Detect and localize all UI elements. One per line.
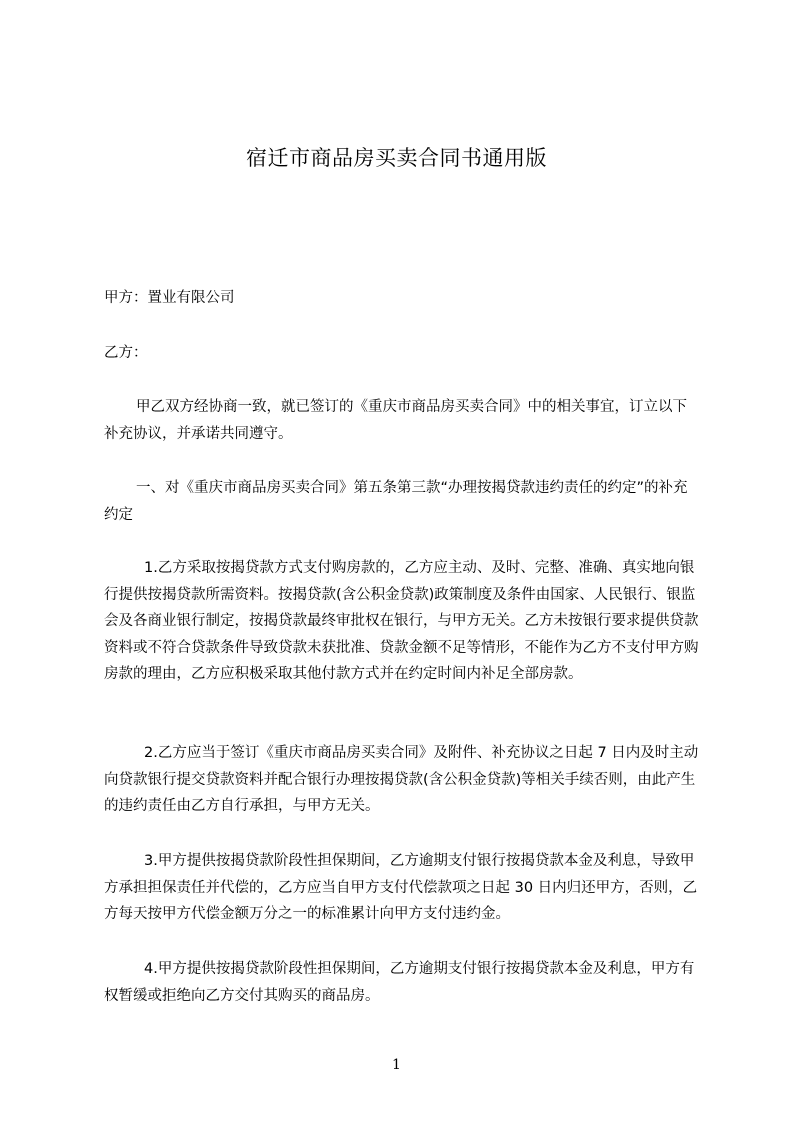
document-title: 宿迁市商品房买卖合同书通用版	[246, 146, 547, 170]
clause-1: 1.乙方采取按揭贷款方式支付购房款的，乙方应主动、及时、完整、准确、真实地向银行提供按揭贷款所需资料。按揭贷款(含公积金贷款)政策制度及条件由国家、人民银行、银监会及各商业银行制定，按揭贷款最终审批权在银行，与甲方无关。乙方未按银行要求提供贷款资料或不符合贷款条件导致贷款未获批准、贷款金额不足等情形，不能作为乙方不支付甲方购房款的理由，乙方应积极采取其他付款方式并在约定时间内补足全部房款。	[104, 560, 699, 682]
page-number: 1	[392, 1057, 401, 1073]
clause-4: 4.甲方提供按揭贷款阶段性担保期间，乙方逾期支付银行按揭贷款本金及利息，甲方有权暂缓或拒绝向乙方交付其购买的商品房。	[104, 961, 695, 1004]
intro-paragraph: 甲乙双方经协商一致，就已签订的《重庆市商品房买卖合同》中的相关事宜，订立以下补充协议，并承诺共同遵守。	[104, 399, 687, 442]
party-a-line: 甲方：置业有限公司	[104, 290, 235, 306]
clause-3: 3.甲方提供按揭贷款阶段性担保期间，乙方逾期支付银行按揭贷款本金及利息，导致甲方承担担保责任并代偿的，乙方应当自甲方支付代偿款项之日起 30 日内归还甲方，否则，乙方每天按甲方代偿金额万分之一的标准累计向甲方支付违约金。	[104, 853, 698, 922]
section-heading: 一、对《重庆市商品房买卖合同》第五条第三款“办理按揭贷款违约责任的约定”的补充约定	[104, 480, 688, 523]
party-b-line: 乙方：	[104, 345, 148, 361]
clause-2: 2.乙方应当于签订《重庆市商品房买卖合同》及附件、补充协议之日起 7 日内及时主动向贷款银行提交贷款资料并配合银行办理按揭贷款(含公积金贷款)等相关手续否则，由此产生的违约责任由乙方自行承担，与甲方无关。	[104, 745, 699, 814]
